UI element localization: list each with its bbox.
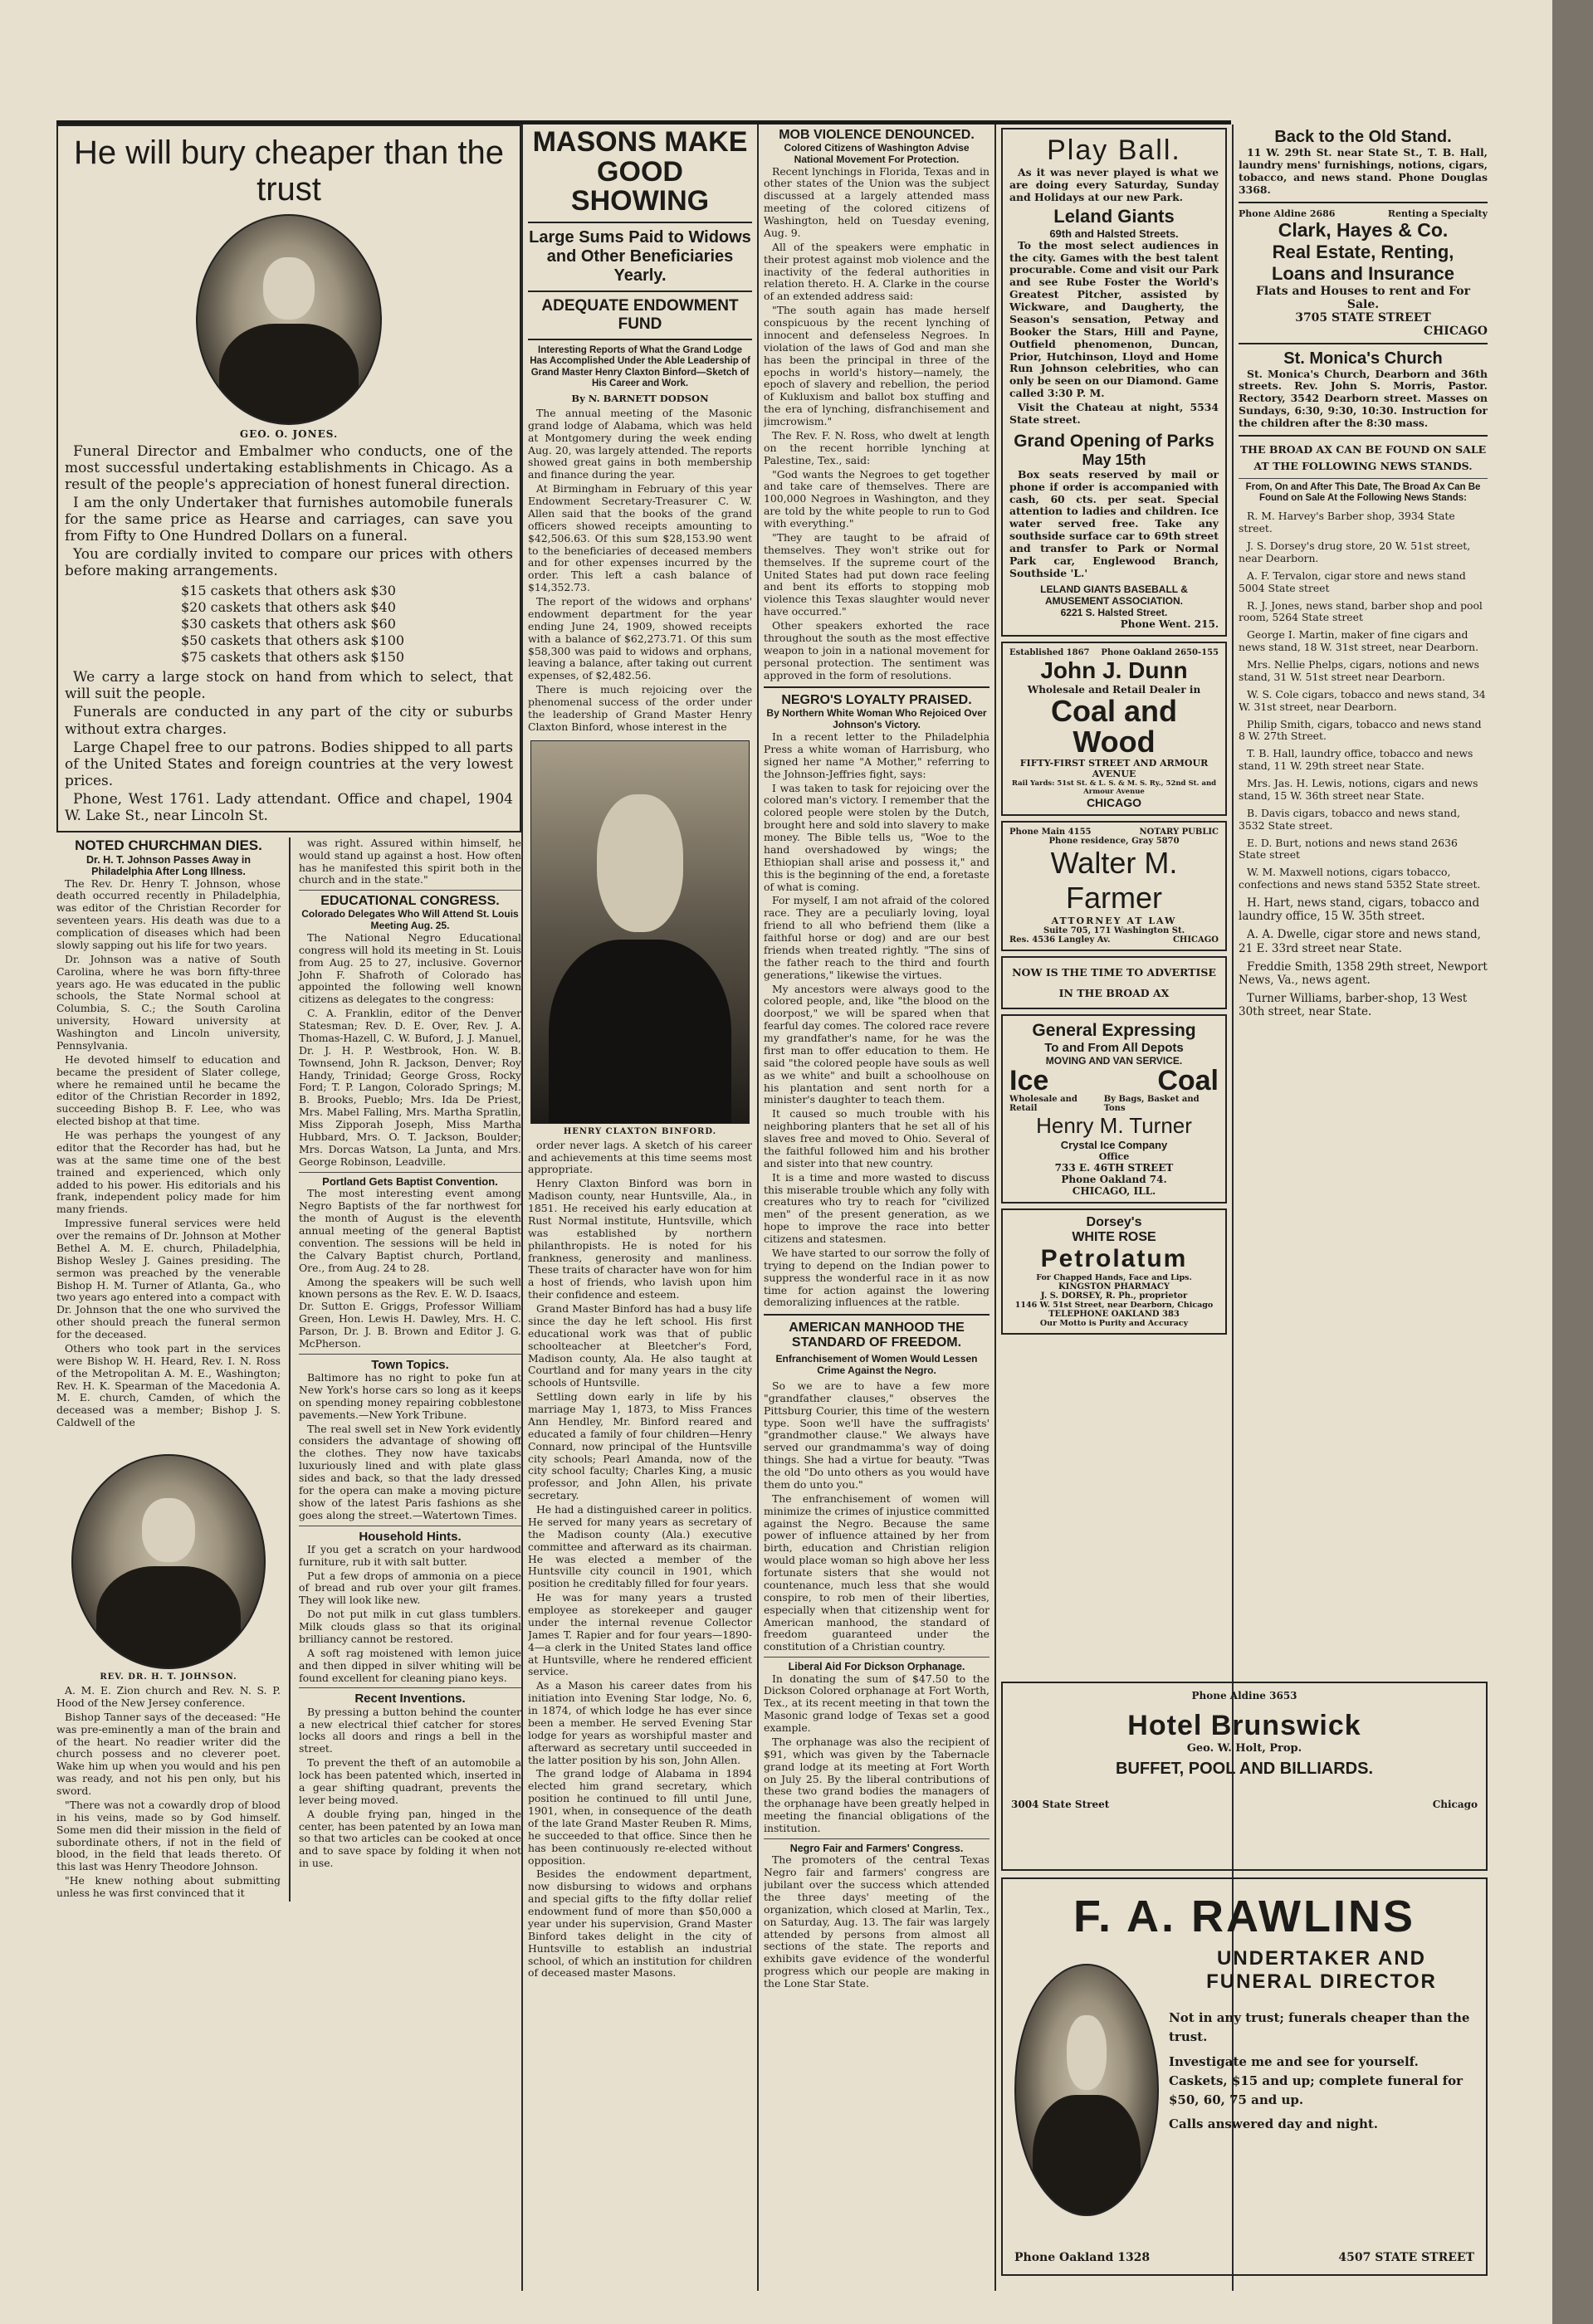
turner-city: CHICAGO, ILL. [1072, 1185, 1156, 1198]
column-6 [1239, 124, 1488, 1668]
rawlins-line: Investigate me and see for yourself. Caskets, $15 and up; complete funeral for $50, 60, 75 and up. [1169, 2053, 1464, 2107]
leland-address: 6221 S. Halsted Street. [1060, 606, 1168, 618]
news-stand-item: T. B. Hall, laundry office, tobacco and news stand, 11 W. 29th street near State. [1239, 747, 1473, 773]
leland-location: 69th and Halsted Streets. [1049, 227, 1179, 240]
article-paragraph: In a recent letter to the Philadelphia Press a white woman of Harrisburg, who signed her name "A Mother," referring to the Johnson-Jeffries fight, says: [764, 730, 990, 780]
masons-deck: Large Sums Paid to Widows and Other Beneficiaries Yearly. [529, 228, 751, 286]
monica-title: St. Monica's Church [1283, 349, 1443, 368]
dunn-ad [1001, 642, 1227, 817]
rawlins-title2: FUNERAL DIRECTOR [1206, 1970, 1437, 1993]
hotel-brunswick-ad [1001, 1682, 1488, 1871]
article-paragraph: The annual meeting of the Masonic grand lodge of Alabama, which was held at Montgomery during the week ending Aug. 20, was largely attended. The reports showed great gains in both membership and finance during the year. [528, 406, 752, 481]
mob-headline: MOB VIOLENCE DENOUNCED. [779, 128, 975, 142]
leland-assoc: LELAND GIANTS BASEBALL & AMUSEMENT ASSOCIATION. [1040, 583, 1188, 607]
article-paragraph: To prevent the theft of an automobile a lock has been patented which, inserted in a gear shifting quadrant, prevents the lever being moved. [298, 1756, 521, 1806]
dorsey-line2: WHITE ROSE [1072, 1230, 1156, 1245]
town-headline: Town Topics. [371, 1357, 449, 1372]
manhood-headline: AMERICAN MANHOOD THE STANDARD OF FREEDOM. [789, 1321, 965, 1350]
turner-phone: Phone Oakland 74. [1061, 1174, 1167, 1186]
column-4 [764, 124, 990, 2299]
edu-deck: Colorado Delegates Who Will Attend St. Louis Meeting Aug. 25. [301, 908, 519, 932]
ad-paragraph: Large Chapel free to our patrons. Bodies shipped to all parts of the United States and foreign countries at the very lowest prices. [65, 739, 513, 789]
dorsey-prop: J. S. DORSEY, R. Ph., proprietor [1040, 1291, 1188, 1301]
ad-paragraph: Phone, West 1761. Lady attendant. Office and chapel, 1904 W. Lake St., near Lincoln St. [65, 790, 513, 824]
article-paragraph: Other speakers exhorted the race throughout the south as the most effective weapon to join in a national movement for personal protection. The sentiment was approved in the form of resolutions. [764, 619, 990, 681]
dunn-phone: Phone Oakland 2650-155 [1101, 647, 1219, 657]
dunn-product: Coal and Wood [1050, 693, 1177, 759]
news-stand-item: Freddie Smith, 1358 29th street, Newport News, Va., news agent. [1239, 959, 1488, 987]
ad-paragraph: Funerals are conducted in any part of the city or suburbs without extra charges. [65, 704, 513, 738]
playball-title: Play Ball. [1047, 134, 1181, 166]
news-stand-item: Philip Smith, cigars, tobacco and news stand 8 W. 27th Street. [1239, 717, 1482, 743]
farmer-res-phone: Phone residence, Gray 5870 [1048, 837, 1180, 847]
column-2 [299, 837, 521, 1902]
continued-paragraph: was right. Assured within himself, he would stand up against a host. How often has he manifested this spirit both in the church and in the state." [298, 836, 521, 886]
news-stand-item: H. Hart, news stand, cigars, tobacco and laundry office, 15 W. 35th street. [1239, 896, 1480, 924]
ad-paragraph: I am the only Undertaker that furnishes automobile funerals for the same price as Hearse and carriages, can save you from Fifty to One Hundred Dollars on a funeral. [65, 495, 513, 545]
portrait-caption: GEO. O. JONES. [239, 428, 339, 440]
dunn-sub: Wholesale and Retail Dealer in [1027, 683, 1201, 696]
turner-ice-sub: Wholesale and Retail [1009, 1095, 1077, 1114]
leland-giants-ad [1001, 128, 1227, 637]
article-paragraph: Do not put milk in cut glass tumblers. Milk clouds glass so that its original brilliancy cannot be restored. [298, 1608, 521, 1645]
article-paragraph: "They are taught to be afraid of themselves. They won't strike out for themselves. If the supreme court of the United States had put down race feeling and bent its efforts to stopping mob violence this Texas slaughter would never have occurred." [764, 530, 990, 618]
ad-paragraph: Funeral Director and Embalmer who conducts, one of the most successful undertaking establishments in Chicago. As a result of the people's appreciation of honest funeral direction. [65, 443, 513, 494]
article-paragraph: He devoted himself to education and became the president of Slater college, where he remained until he became the editor of the Christian Recorder in 1892, succeeding Bishop B. F. Lee, who was elected bishop at that time. [56, 1052, 281, 1128]
back-title: Back to the Old Stand. [1274, 128, 1452, 146]
news-stands-list [1239, 510, 1488, 1018]
article-paragraph: My ancestors were always good to the colored people, and, like "the blood on the doorpost," we will be spared when that fearful day comes. The colored race revere my grandfather's name, for he was the first man to offer education to them. He said "the colored people have souls as well as we white" and built a schoolhouse on his plantation and sent north for a minister's daughter to teach them. [764, 982, 990, 1106]
household-headline: Household Hints. [359, 1529, 462, 1544]
portland-headline: Portland Gets Baptist Convention. [322, 1174, 498, 1188]
article-paragraph: We have started to our sorrow the folly of trying to depend on the Indian power to suppress the wonderful race in it as now time for action against the lowering demoralizing influences at the ratble. [764, 1246, 990, 1309]
clark-line3: Flats and Houses to rent and For Sale. [1255, 284, 1471, 311]
dorsey-line1: Dorsey's [1086, 1215, 1142, 1230]
fair-headline: Negro Fair and Farmers' Congress. [789, 1842, 964, 1854]
clark-line2: Loans and Insurance [1271, 262, 1455, 284]
turner-title: General Expressing [1032, 1021, 1196, 1041]
article-paragraph: It is a time and more wasted to discuss this miserable trouble which any folly with creatures who try to reach for "civilized men" of the present generation, as we hope to improve the race into better citizens and statesmen. [764, 1170, 990, 1246]
price-row: $75 caskets that others ask $150 [181, 649, 405, 666]
clark-phone: Phone Aldine 2686 [1239, 208, 1336, 219]
news-stand-item: George I. Martin, maker of fine cigars and news stand, 18 W. 31st street, near Dearborn. [1239, 628, 1479, 654]
liberal-headline: Liberal Aid For Dickson Orphanage. [788, 1661, 965, 1673]
dunn-city: CHICAGO [1086, 796, 1142, 810]
price-row: $20 caskets that others ask $40 [181, 599, 396, 616]
news-stand-item: E. D. Burt, notions and news stand 2636 State street [1239, 836, 1458, 862]
broadax-title: THE BROAD AX CAN BE FOUND ON SALE AT THE FOLLOWING NEWS STANDS. [1239, 442, 1487, 472]
price-list [181, 583, 513, 666]
turner-name: Henry M. Turner [1036, 1113, 1192, 1139]
rawlins-portrait [1014, 1964, 1159, 2216]
leland-title: Leland Giants [1053, 205, 1175, 227]
article-paragraph: order never lags. A sketch of his career and achievements at this time seems most appropriate. [528, 1138, 752, 1176]
rawlins-phone: Phone Oakland 1328 [1014, 2251, 1151, 2264]
article-paragraph: In donating the sum of $47.50 to the Dickson Colored orphanage at Fort Worth, Tex., at its recent meeting in that town the Masonic grand lodge of Texas set a good example. [764, 1672, 990, 1735]
dunn-address: FIFTY-FIRST STREET AND ARMOUR AVENUE [1019, 758, 1209, 780]
column-rule [521, 124, 523, 2291]
article-paragraph: The most interesting event among Negro Baptists of the far northwest for the month of August is the eleventh annual meeting of the general Baptist convention. The sessions will be held in the Calvary Baptist church, Portland, Ore., from Aug. 24 to 28. [298, 1187, 521, 1274]
article-paragraph: "He knew nothing about submitting unless he was first convinced that it [56, 1874, 281, 1900]
article-paragraph: Put a few drops of ammonia on a piece of bread and rub over your gilt frames. They will look like new. [298, 1569, 521, 1607]
price-row: $30 caskets that others ask $60 [181, 616, 396, 632]
article-paragraph: A. M. E. Zion church and Rev. N. S. P. Hood of the New Jersey conference. [56, 1684, 281, 1709]
dorsey-tel: TELEPHONE OAKLAND 383 [1048, 1310, 1180, 1320]
article-paragraph: The report of the widows and orphans' endowment department for the year ending June 24, 1909, showed receipts with a balance of $62,273.71. Of this sum $58,300 was paid to widows and orphans, leaving a balance, after taking out current expenses, of $2,482.56. [528, 595, 752, 682]
binford-photo [530, 740, 750, 1124]
turner-coal-sub: By Bags, Basket and Tons [1103, 1095, 1200, 1114]
ad-paragraph: Visit the Chateau at night, 5534 State street. [1009, 401, 1219, 426]
turner-ad [1001, 1014, 1227, 1204]
news-stand-item: Mrs. Jas. H. Lewis, notions, cigars and news stand, 15 W. 36th street near State. [1239, 777, 1478, 802]
article-paragraph: "The south again has made herself conspicuous by the recent lynching of innocent and defenseless Negroes. In violation of the laws of God and man she has been the principal in three of the epochs in world's history—namely, the epoch of slavery and rebellion, the period of Kukluxism and ballot box stuffing and the era of lynching, disfranchisement and jimcrowism." [764, 304, 990, 428]
churchman-headline: NOTED CHURCHMAN DIES. [75, 837, 262, 853]
clark-address: 3705 STATE STREET [1295, 310, 1431, 325]
mob-deck: Colored Citizens of Washington Advise National Movement For Protection. [784, 142, 970, 165]
hotel-city: Chicago [1432, 1799, 1478, 1810]
turner-company: Crystal Ice Company [1060, 1139, 1168, 1152]
dorsey-address: 1146 W. 51st Street, near Dearborn, Chicago [1014, 1301, 1214, 1311]
farmer-title: ATTORNEY AT LAW [1051, 915, 1177, 927]
article-paragraph: So we are to have a few more "grandfather clauses," observes the Pittsburg Courier, this time of the western type. Soon we'll have the suffragists' "grandmother clause." We always have served our grandmamma's way of doing things. She had a virtue for beauty. "Twas the old "Do unto others as you would have them do unto you." [764, 1379, 990, 1491]
hotel-phone: Phone Aldine 3653 [1191, 1690, 1297, 1702]
turner-sub2: MOVING AND VAN SERVICE. [1045, 1055, 1183, 1067]
dorsey-ad [1001, 1208, 1227, 1335]
ad-paragraph: We carry a large stock on hand from which to select, that will suit the people. [65, 669, 513, 703]
parks-date: May 15th [1082, 451, 1146, 468]
hotel-prop: Geo. W. Holt, Prop. [1186, 1742, 1302, 1755]
ad-paragraph: To the most select audiences in the city. Games with the best talent procurable. Come and visit our Park and see Rube Foster the World's Greatest Pitcher, assisted by Wickware, and Daugherty, the Season's sensation, Petway and Booker the Stars, Hill and Payne, Outfield phenomenon, Duncan, Prior, Hutchinson, Lloyd and Home Run Johnson celebrities, who can only be seen on our Diamond. Game called 3:30 P. M. [1009, 238, 1219, 400]
advertise-line2: IN THE BROAD AX [1058, 987, 1170, 1000]
price-row: $50 caskets that others ask $100 [181, 632, 405, 649]
article-paragraph: C. A. Franklin, editor of the Denver Statesman; Rev. D. E. Over, Rev. J. A. Thomas-Hazell, C. W. Buford, J. J. Manuel, Dr. J. H. P. Westbrook, Hon. W. B. Townsend, John R. Jackson, Denver; Roy Handy, Trinidad; George Gross, Rocky Ford; T. P. Langon, Colorado Springs; M. B. Brooks, Pueblo; Mrs. Ida De Priest, Mrs. Mabel Falling, Mrs. Martha Spratlin, Miss Zipporah Joseph, Miss Martha Hubbard, Mrs. O. T. Jackson, Boulder; Mrs. Dorcas Watson, La Junta, and Mrs. George Robinson, Leadville. [298, 1007, 521, 1168]
article-paragraph: Besides the endowment department, now disbursing to widows and orphans and special gifts to the fifty dollar relief endowment fund of more than $50,000 a year under his supervision, Grand Master Binford takes delight in the city of Huntsville to establish an industrial school, of which an institution for children of deceased master Masons. [528, 1868, 752, 1980]
news-stand-item: A. F. Tervalon, cigar store and news stand 5004 State street [1239, 569, 1466, 594]
column-5 [1001, 124, 1227, 1668]
article-paragraph: He was for many years a trusted employee as storekeeper and gauger under the internal revenue Collector James T. Rapier and for four years—1890-4—a clerk in the United States land office at Huntsville, where he rendered efficient service. [528, 1591, 752, 1678]
dunn-name: John J. Dunn [1040, 657, 1188, 683]
manhood-deck: Enfranchisement of Women Would Lessen Crime Against the Negro. [775, 1353, 978, 1377]
binford-caption: HENRY CLAXTON BINFORD. [563, 1126, 717, 1136]
clark-line1: Real Estate, Renting, [1272, 241, 1454, 262]
article-paragraph: The promoters of the central Texas Negro fair and farmers' congress are jubilant over the success which attended the three days' meeting of the organization, which closed at Marlin, Tex., on Saturday, Aug. 13. The fair was largely attended by persons from almost all sections of the state. The reports and exhibits gave evidence of the wonderful progress which our people are making in the Lone Star State. [764, 1853, 990, 1990]
column-rule [757, 124, 759, 2291]
turner-office: Office [1098, 1151, 1130, 1163]
article-paragraph: The National Negro Educational congress will hold its meeting in St. Louis from Aug. 25 to 27, inclusive. Governor John F. Shafroth of Colorado has appointed the following well known citizens as delegates to the congress: [298, 930, 521, 1006]
column-1 [56, 124, 521, 2299]
article-paragraph: The Rev. Dr. Henry T. Johnson, whose death occurred recently in Philadelphia, was editor of the Christian Recorder for seventeen years. His death was due to a complication of diseases which had been slowly sapping out his life for two years. [56, 876, 281, 951]
article-paragraph: "God wants the Negroes to get together and take care of themselves. There are 100,000 Negroes in Washington, and they are told by the white people to run to God with everything." [764, 467, 990, 530]
dunn-established: Established 1867 [1009, 647, 1090, 657]
news-stand-item: R. M. Harvey's Barber shop, 3934 State street. [1239, 510, 1455, 535]
monica-paragraph: St. Monica's Church, Dearborn and 36th streets. Rev. John S. Morris, Pastor. Rectory, 3542 Dearborn street. Masses on Sundays, 6:30, 9:30, 10:30. Instruction for the children after the 8:30 mass. [1239, 367, 1488, 429]
dorsey-product: Petrolatum [1040, 1245, 1188, 1273]
edu-headline: EDUCATIONAL CONGRESS. [320, 894, 500, 909]
back-paragraph: 11 W. 29th St. near State St., T. B. Hall, laundry mens' furnishings, notions, cigars, tobacco, and news stand. Phone Douglas 3368. [1239, 146, 1488, 196]
dorsey-pharmacy: KINGSTON PHARMACY [1058, 1282, 1170, 1292]
article-paragraph: For myself, I am not afraid of the colored race. They are a peculiarly loving, loyal friend to all who befriend them (like a faithful horse or dog) and are our best friends when treated rightly. "The sins of the father reach to the third and fourth generations," likewise the virtues. [764, 894, 990, 981]
news-stand-item: Mrs. Nellie Phelps, cigars, notions and news stand, 31 W. 51st street near Dearborn. [1239, 658, 1479, 683]
article-paragraph: Henry Claxton Binford was born in Madison county, near Huntsville, Ala., in 1851. He received his early education at Rust Normal institute, Huntsville, which was established by northern philanthropists. He is noted for his frankness, generosity and manliness. These traits of character have won for him a host of friends, who lavish upon him their confidence and esteem. [528, 1177, 752, 1301]
news-stand-item: A. A. Dwelle, cigar store and news stand, 21 E. 33rd street near State. [1239, 928, 1481, 955]
article-paragraph: Baltimore has no right to poke fun at New York's horse cars so long as it keeps on spending money repairing cobblestone pavements.—New York Tribune. [298, 1371, 521, 1421]
dorsey-use: For Chapped Hands, Face and Lips. [1036, 1273, 1192, 1283]
article-paragraph: By pressing a button behind the counter a new electrical thief catcher for stores locks all doors and rings a bell in the street. [298, 1705, 521, 1755]
column-3 [528, 124, 752, 2299]
news-stand-item: J. S. Dorsey's drug store, 20 W. 51st street, near Dearborn. [1239, 540, 1471, 564]
article-paragraph: He was perhaps the youngest of any editor that the Recorder has had, but he was at the same time one of the best trained and experienced, which only added to his power. His editorials and his frank, independent policy made for him many friends. [56, 1129, 281, 1216]
parks-title: Grand Opening of Parks [1014, 431, 1214, 451]
farmer-ad [1001, 821, 1227, 951]
article-paragraph: A soft rag moistened with lemon juice and then dipped in silver whiting will be found excellent for cleaning piano keys. [298, 1646, 521, 1684]
farmer-name: Walter M. Farmer [1050, 846, 1178, 915]
ad-paragraph: Box seats reserved by mail or phone if order is accompanied with cash, 60 cts. per seat. Special attention to ladies and children. Ice water served free. Take any southside surface car to 69th street and transfer to Park or Normal Park car, Englewood Branch, Southside 'L.' [1009, 467, 1219, 579]
clark-name: Clark, Hayes & Co. [1278, 218, 1449, 241]
turner-coal: Coal [1157, 1065, 1219, 1097]
article-paragraph: The Rev. F. N. Ross, who dwelt at length on the recent horrible lynching at Palestine, Tex., said: [764, 428, 990, 466]
jones-portrait [196, 214, 382, 425]
loyalty-headline: NEGRO'S LOYALTY PRAISED. [781, 693, 972, 708]
news-stand-item: Turner Williams, barber-shop, 13 West 30th street, near State. [1239, 992, 1468, 1019]
article-paragraph: The orphanage was also the recipient of $91, which was given by the Tabernacle grand lodge at its meeting at Fort Worth on July 25. By the liberal contributions of these two grand bodies the managers of the orphanage have been greatly helped in meeting the financial obligations of the institution. [764, 1735, 990, 1835]
hotel-name: Hotel Brunswick [1127, 1710, 1361, 1741]
rawlins-ad [1001, 1877, 1488, 2276]
ad-headline: He will bury cheaper than the trust [73, 134, 505, 208]
leland-phone: Phone Went. 215. [1120, 618, 1219, 630]
article-paragraph: If you get a scratch on your hardwood furniture, rub it with salt butter. [298, 1542, 521, 1568]
article-paragraph: Recent lynchings in Florida, Texas and in other states of the Union was the subject discussed at a largely attended mass meeting of the colored citizens of Washington, held on Tuesday evening, Aug. 9. [764, 164, 990, 239]
article-paragraph: Among the speakers will be such well known persons as the Rev. E. W. D. Isaacs, Dr. Sutton E. Griggs, Professor William Green, Hon. Lewis H. Dawley, Mrs. H. C. Parson, Dr. J. B. Brown and Editor J. G. McPherson. [298, 1275, 521, 1350]
hotel-address: 3004 State Street [1011, 1799, 1110, 1810]
farmer-city: CHICAGO [1172, 935, 1219, 945]
column-rule [994, 124, 996, 2291]
hotel-services: BUFFET, POOL AND BILLIARDS. [1116, 1760, 1373, 1778]
article-paragraph: Grand Master Binford has had a busy life since the day he left school. His first educational work was that of public schoolteacher at Bleetcher's Ford, Madison county, Ala. He also taught at Courtland and for many years in the city schools of Huntsville. [528, 1302, 752, 1389]
clark-city: CHICAGO [1423, 324, 1488, 338]
rawlins-line: Not in any trust; funerals cheaper than the trust. [1169, 2010, 1470, 2045]
turner-ice: Ice [1009, 1065, 1049, 1097]
broadax-intro: From, On and After This Date, The Broad Ax Can Be Found on Sale At the Following News Stands: [1245, 481, 1481, 504]
price-row: $15 caskets that others ask $30 [181, 583, 396, 599]
jones-funeral-ad [56, 124, 521, 832]
masons-deck2: ADEQUATE ENDOWMENT FUND [541, 297, 739, 334]
article-paragraph: Settling down early in life by his marriage May 1, 1873, to Miss Frances Ann Hendley, Mr. Binford reared and educated a family of four children—Henry Connard, now principal of the Huntsville city schools; Pearl Amanda, now of the city school faculty; Charles King, a music professor, and John Allen, his private secretary. [528, 1390, 752, 1502]
article-paragraph: There is much rejoicing over the phenomenal success of the order under the leadership of Grand Master Henry Claxton Binford, whose interest in the [528, 683, 752, 733]
article-paragraph: He had a distinguished career in politics. He served for many years as secretary of the Madison county (Ala.) executive committee and afterward as its chairman. He was elected a member of the Huntsville city council in 1901, which position he creditably filled for four years. [528, 1503, 752, 1590]
farmer-phone: Phone Main 4155 [1009, 828, 1092, 837]
advertise-line1: NOW IS THE TIME TO ADVERTISE [1012, 966, 1216, 979]
dunn-yards: Rail Yards: 51st St. & L. S. & M. S. Ry., 52nd St. and Armour Avenue [1011, 779, 1217, 797]
rawlins-title1: UNDERTAKER AND [1217, 1947, 1426, 1970]
rawlins-line: Calls answered day and night. [1169, 2116, 1379, 2132]
article-paragraph: Dr. Johnson was a native of South Carolina, where he was born fifty-three years ago. He was educated in the public schools, the State Normal school at Columbia, S. C.; the South Carolina university, Howard university at Washington and Lincoln university, Pennsylvania. [56, 952, 281, 1052]
churchman-deck: Dr. H. T. Johnson Passes Away in Philadelphia After Long Illness. [86, 853, 251, 878]
churchman-article [56, 837, 281, 1902]
article-paragraph: Impressive funeral services were held over the remains of Dr. Johnson at Mother Bethel A. M. E. church, Philadelphia, Bishop Wesley J. Gaines presiding. The sermon was preached by the venerable Bishop H. M. Turner of Atlanta, Ga., who two years ago entered into a compact with Dr. Johnson that the one who survived the other should preach the funeral sermon for the deceased. [56, 1217, 281, 1341]
article-paragraph: The grand lodge of Alabama in 1894 elected him grand secretary, which position he continued to fill until June, 1901, when, in consequence of the death of the late Grand Master Reuben R. Mims, he succeeded to that office. Since then he has been continuously re-elected without opposition. [528, 1767, 752, 1867]
column-rule [289, 837, 291, 1902]
farmer-suite: Suite 705, 171 Washington St. [1043, 926, 1185, 936]
turner-sub1: To and From All Depots [1044, 1041, 1184, 1056]
rawlins-address: 4507 STATE STREET [1338, 2251, 1474, 2264]
news-stand-item: W. S. Cole cigars, tobacco and news stand, 34 W. 31st street, near Dearborn. [1239, 687, 1486, 713]
loyalty-deck: By Northern White Woman Who Rejoiced Over Johnson's Victory. [766, 707, 987, 731]
article-paragraph: Bishop Tanner says of the deceased: "He was pre-eminently a man of the brain and of the heart. No readier writer did the church possess and no cleverer poet. Wake him up when you would and his pen was ready, and not his pen only, but his sword. [56, 1710, 281, 1798]
article-paragraph: "There was not a cowardly drop of blood in his veins, made so by God himself. Some men did their mission in the field of subordinate others, if not in the field of blood, in the field that leads thereto. Of this last was Henry Theodore Johnson. [56, 1798, 281, 1873]
inventions-headline: Recent Inventions. [354, 1692, 466, 1706]
article-paragraph: Others who took part in the services were Bishop W. H. Heard, Rev. I. N. Ross of the Metropolitan A. M. E., Washington; Rev. H. K. Spearman of the Macedonia A. M. E. church, Camden, of which the deceased was a member; Bishop J. S. Caldwell of the [56, 1341, 281, 1429]
article-paragraph: The enfranchisement of women will minimize the crimes of injustice committed against the Negro. Because the same power of influence attained by her from birth, education and Christian religion would place woman so high above her less fortunate sisters that she would not countenance, much less that she would conspire, to rob men of their liberties, especially when that citizenship went for American manhood, the standard of freedom guaranteed under the constitution of a Christian country. [764, 1492, 990, 1653]
dorsey-motto: Our Motto is Purity and Accuracy [1039, 1319, 1189, 1329]
page-edge-shadow [1552, 0, 1593, 2324]
article-paragraph: The real swell set in New York evidently considers the advantage of showing off the clothes. They now have taxicabs luxuriously lined and with plate glass sides and back, so that the lady dressed for the opera can make a moving picture show of the latest Paris fashions as she goes along the street.—Watertown Times. [298, 1422, 521, 1521]
clark-renting: Renting a Specialty [1387, 208, 1488, 219]
farmer-notary: NOTARY PUBLIC [1139, 828, 1219, 837]
article-paragraph: A double frying pan, hinged in the center, has been patented by an Iowa man so that two articles can be cooked at once and to save space by folding it when not in use. [298, 1807, 521, 1870]
masons-deck3: Interesting Reports of What the Grand Lodge Has Accomplished Under the Able Leadership of Grand Master Henry Claxton Binford—Sketch of His Career and Work. [530, 345, 750, 388]
farmer-res: Res. 4536 Langley Av. [1009, 935, 1111, 945]
rawlins-name: F. A. RAWLINS [1073, 1892, 1415, 1941]
advertise-box [1001, 956, 1227, 1009]
johnson-portrait [71, 1454, 266, 1669]
news-stand-item: B. Davis cigars, tobacco and news stand, 3532 State street. [1239, 806, 1461, 832]
masons-headline: MASONS MAKE GOOD SHOWING [532, 126, 748, 217]
article-paragraph: It caused so much trouble with his neighboring planters that he set all of his slaves free and moved to Ohio. Several of the faithful followed him and his brother and sister into that new country. [764, 1107, 990, 1169]
article-paragraph: As a Mason his career dates from his initiation into Evening Star lodge, No. 6, in 1874, of which lodge he has ever since been a member. He served Evening Star lodge for years as worshipful master and afterward as secretary until succeeded in the latter position by his son, John Allen. [528, 1679, 752, 1766]
article-paragraph: At Birmingham in February of this year Endowment Secretary-Treasurer C. W. Allen said that the books of the grand officers showed receipts amounting to $42,506.63. Of this sum $28,153.90 went to the beneficiaries of deceased members and for other expenses incurred by the order. This left a cash balance of $14,352.73. [528, 482, 752, 594]
ad-paragraph: You are cordially invited to compare our prices with others before making arrangements. [65, 546, 513, 580]
turner-address: 733 E. 46TH STREET [1054, 1162, 1174, 1174]
byline: By N. BARNETT DODSON [571, 392, 709, 404]
ad-paragraph: As it was never played is what we are doing every Saturday, Sunday and Holidays at our new Park. [1009, 166, 1219, 203]
johnson-caption: REV. DR. H. T. JOHNSON. [100, 1672, 237, 1682]
news-stand-item: W. M. Maxwell notions, cigars tobacco, confections and news stand 5352 State street. [1239, 866, 1481, 891]
news-stand-item: R. J. Jones, news stand, barber shop and pool room, 5264 State street [1239, 598, 1483, 624]
article-paragraph: All of the speakers were emphatic in their protest against mob violence and the inactivity of the federal authorities in relation thereto. H. A. Clarke in the course of an extended address said: [764, 240, 990, 303]
article-paragraph: I was taken to task for rejoicing over the colored man's victory. I remember that the colored people were stolen by the Dutch, brought here and sold into slavery to make money. The Bible tells us, "Woe to the hand overshadowed by wings; the Ethiopian shall arise and possess it," and this is the beginning of the end, a foretaste of what is coming. [764, 781, 990, 893]
